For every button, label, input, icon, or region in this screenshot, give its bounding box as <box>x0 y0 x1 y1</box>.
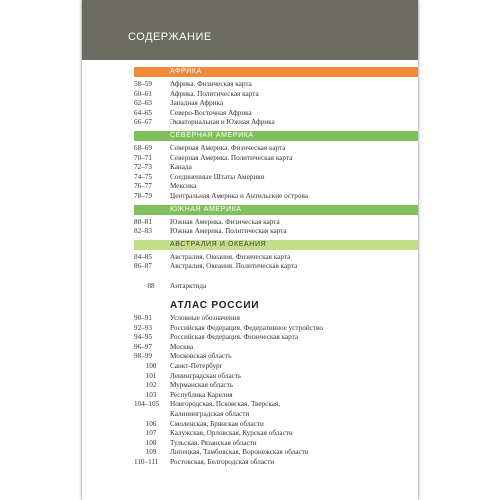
toc-entry <box>134 362 418 372</box>
page-number: 103 <box>145 390 157 399</box>
toc-entry <box>134 324 418 334</box>
page-number: 96–97 <box>134 342 152 351</box>
page-number: 104–105 <box>134 400 160 409</box>
toc-entry <box>134 90 418 100</box>
entry-title: Экваториальная и Южная Африка <box>170 118 275 127</box>
page-number: 90–91 <box>134 314 152 323</box>
toc-entry <box>134 253 418 263</box>
entry-title: Африка. Политическая карта <box>170 89 259 98</box>
entry-title: Западная Африка <box>170 99 224 108</box>
page-title: СОДЕРЖАНИЕ <box>128 31 212 43</box>
table-of-contents <box>134 67 418 468</box>
page-number: 109 <box>145 448 157 457</box>
page-number: 78–79 <box>134 191 152 200</box>
toc-entry <box>134 429 418 439</box>
page-number: 86–87 <box>134 262 152 271</box>
page-number: 110–111 <box>134 458 159 466</box>
entry-title: Центральная Америка и Антильские острова <box>170 191 308 200</box>
book-page <box>82 0 418 500</box>
toc-entry <box>134 314 418 324</box>
entry-title: Африка. Физическая карта <box>170 80 252 88</box>
page-number: 70–71 <box>134 153 152 162</box>
page-number: 92–93 <box>134 323 152 332</box>
section-header <box>134 240 418 250</box>
page-number: 88 <box>147 281 155 290</box>
page-number: 98–99 <box>134 352 152 361</box>
entry-title: Липецкая, Тамбовская, Воронежская области <box>170 448 309 457</box>
toc-entry <box>134 458 418 468</box>
entry-title: Новгородская, Псковская, Тверская, <box>170 400 280 409</box>
entry-title: Санкт-Петербург <box>170 362 223 371</box>
toc-entry <box>134 218 418 228</box>
page-header <box>82 0 418 60</box>
entry-title: Северо-Восточная Африка <box>170 108 252 117</box>
section-title: АФРИКА <box>170 68 202 75</box>
toc-entry <box>134 420 418 430</box>
page-number: 94–95 <box>134 333 152 342</box>
entry-title: Соединенные Штаты Америки <box>170 172 265 181</box>
toc-entry <box>134 163 418 173</box>
toc-entry <box>134 99 418 109</box>
entry-title: Московская область <box>170 352 232 361</box>
section-title: СЕВЕРНАЯ АМЕРИКА <box>170 131 254 139</box>
entry-title: Северная Америка. Политическая карта <box>170 153 293 162</box>
page-number: 108 <box>145 438 157 447</box>
entry-title: Республика Карелия <box>170 390 233 399</box>
toc-entry <box>134 144 418 154</box>
atlas-heading <box>134 300 418 314</box>
toc-entry <box>134 352 418 362</box>
entry-title: Калининградская области <box>170 410 250 419</box>
entry-title: Южная Америка. Политическая карта <box>170 227 287 236</box>
page-number: 106 <box>145 419 157 428</box>
page-number: 66–67 <box>134 118 152 127</box>
toc-entry <box>134 410 418 420</box>
toc-entry <box>134 282 418 292</box>
entry-title: Австралия, Океания. Физическая карта <box>170 252 291 261</box>
entry-title: Южная Америка. Физическая карта <box>170 217 280 226</box>
toc-entry <box>134 262 418 272</box>
toc-entry <box>134 173 418 183</box>
section-header <box>134 205 418 215</box>
toc-entry <box>134 80 418 90</box>
toc-entry <box>134 118 418 128</box>
toc-entry <box>134 448 418 458</box>
page-number: 76–77 <box>134 182 152 191</box>
entry-title: Москва <box>170 342 194 351</box>
page-number: 62–63 <box>134 99 152 108</box>
entry-title: Смоленская, Брянская области <box>170 419 264 428</box>
toc-entry <box>134 372 418 382</box>
section-title: АВСТРАЛИЯ И ОКЕАНИЯ <box>170 240 267 248</box>
toc-entry <box>134 272 418 282</box>
section-header <box>134 131 418 141</box>
toc-entry <box>134 154 418 164</box>
page-number: 74–75 <box>134 172 152 181</box>
entry-title: Условные обозначения <box>170 314 240 323</box>
section-title: ЮЖНАЯ АМЕРИКА <box>170 205 242 213</box>
toc-entry <box>134 333 418 343</box>
entry-title: Канада <box>170 163 192 172</box>
entry-title: Антарктида <box>170 281 207 290</box>
entry-title: Северная Америка. Физическая карта <box>170 143 286 152</box>
page-number: 102 <box>145 381 157 390</box>
entry-title: Российская Федерация. Федеративное устройство <box>170 323 323 332</box>
entry-title: Российская Федерация. Физическая карта <box>170 333 299 342</box>
entry-title: Австралия, Океания. Политическая карта <box>170 262 298 271</box>
page-number: 58–59 <box>134 80 152 88</box>
entry-title: Ростовская, Белгородская области <box>170 458 275 466</box>
entry-title: Калужская, Орловская, Курская области <box>170 429 293 438</box>
entry-title: Ленинградская область <box>170 371 242 380</box>
toc-entry <box>134 343 418 353</box>
entry-title: Тульская, Рязанская области <box>170 438 257 447</box>
toc-entry <box>134 227 418 237</box>
toc-entry <box>134 109 418 119</box>
page-number: 72–73 <box>134 163 152 172</box>
toc-entry <box>134 192 418 202</box>
toc-entry <box>134 400 418 410</box>
page-number: 64–65 <box>134 108 152 117</box>
toc-entry <box>134 391 418 401</box>
section-header <box>134 67 418 77</box>
toc-entry <box>134 381 418 391</box>
page-number: 107 <box>145 429 157 438</box>
toc-entry <box>134 182 418 192</box>
page-number: 101 <box>145 371 157 380</box>
page-number: 80–81 <box>134 217 152 226</box>
entry-title: Мексика <box>170 182 197 191</box>
page-number: 82–83 <box>134 227 152 236</box>
entry-title: Мурманская область <box>170 381 234 390</box>
toc-entry <box>134 439 418 449</box>
page-number: 68–69 <box>134 143 152 152</box>
atlas-title: АТЛАС РОССИИ <box>170 300 260 312</box>
page-number: 84–85 <box>134 252 152 261</box>
page-number: 60–61 <box>134 89 152 98</box>
page-number: 100 <box>145 362 157 371</box>
